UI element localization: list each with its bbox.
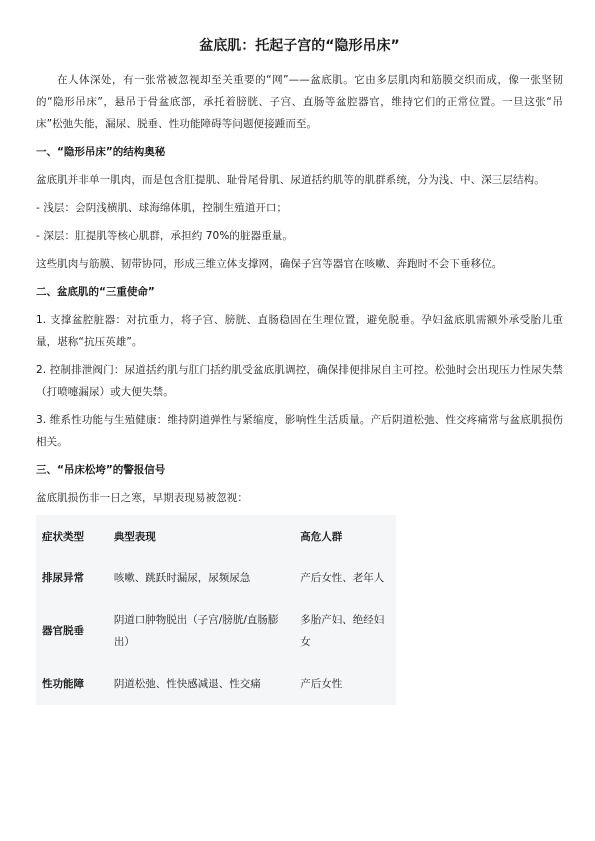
section-1-bullet-deep: - 深层：肛提肌等核心肌群，承担约 70%的脏器重量。 xyxy=(36,230,294,242)
table-header-row xyxy=(36,515,396,557)
table-row xyxy=(36,663,396,705)
document-page xyxy=(36,36,563,705)
table-cell: 阴道松弛、性快感减退、性交痛 xyxy=(113,678,261,690)
section-1-summary: 这些肌肉与筋膜、韧带协同，形成三维立体支撑网，确保子宫等器官在咳嗽、奔跑时不会下垂移位。 xyxy=(36,258,503,270)
table-header-cell: 症状类型 xyxy=(42,530,84,543)
table-header-cell: 典型表现 xyxy=(113,530,156,543)
table-cell: 阴道口肿物脱出（子宫/膀胱/直肠膨出） xyxy=(113,614,279,648)
section-1-heading: 一、“隐形吊床”的结构奥秘 xyxy=(36,146,166,158)
section-3-paragraph: 盆底肌损伤非一日之寒，早期表现易被忽视： xyxy=(36,492,248,504)
table-cell: 性功能障 xyxy=(42,678,84,690)
table-row xyxy=(36,599,396,663)
table-cell: 咳嗽、跳跃时漏尿，尿频尿急 xyxy=(113,572,251,584)
section-3-heading: 三、“吊床松垮”的警报信号 xyxy=(36,464,166,476)
table-cell: 产后女性、老年人 xyxy=(300,572,385,584)
section-2-heading: 二、盆底肌的“三重使命” xyxy=(36,286,155,298)
section-2-item-1: 1. 支撑盆腔脏器：对抗重力，将子宫、膀胱、直肠稳固在生理位置，避免脱垂。孕妇盆底肌需额外承受胎儿重量，堪称“抗压英雄”。 xyxy=(36,314,563,348)
section-2-item-3: 3. 维系性功能与生殖健康：维持阴道弹性与紧缩度，影响性生活质量。产后阴道松弛、性交疼痛常与盆底肌损伤相关。 xyxy=(36,414,563,448)
table-cell: 排尿异常 xyxy=(42,572,84,584)
table-row xyxy=(36,557,396,599)
table-cell: 产后女性 xyxy=(300,678,343,690)
table-cell: 多胎产妇、绝经妇女 xyxy=(300,614,385,648)
section-1-bullet-shallow: - 浅层：会阴浅横肌、球海绵体肌，控制生殖道开口； xyxy=(36,202,288,214)
symptom-table xyxy=(36,515,396,705)
table-cell: 器官脱垂 xyxy=(42,625,84,637)
intro-paragraph: 在人体深处，有一张常被忽视却至关重要的“网”——盆底肌。它由多层肌肉和筋膜交织而成，像一张坚韧的“隐形吊床”，悬吊于骨盆底部，承托着膀胱、子宫、直肠等盆腔器官，维持它们的正常位置。一旦这张“吊床”松弛失能，漏尿、脱垂、性功能障碍等问题便接踵而至。 xyxy=(36,74,563,130)
document-title: 盆底肌：托起子宫的“隐形吊床” xyxy=(199,38,400,54)
section-1-paragraph: 盆底肌并非单一肌肉，而是包含肛提肌、耻骨尾骨肌、尿道括约肌等的肌群系统，分为浅、中、深三层结构。 xyxy=(36,174,545,186)
table-header-cell: 高危人群 xyxy=(300,530,343,543)
section-2-item-2: 2. 控制排泄阀门：尿道括约肌与肛门括约肌受盆底肌调控，确保排便排尿自主可控。松弛时会出现压力性尿失禁（打喷嚏漏尿）或大便失禁。 xyxy=(36,364,563,398)
